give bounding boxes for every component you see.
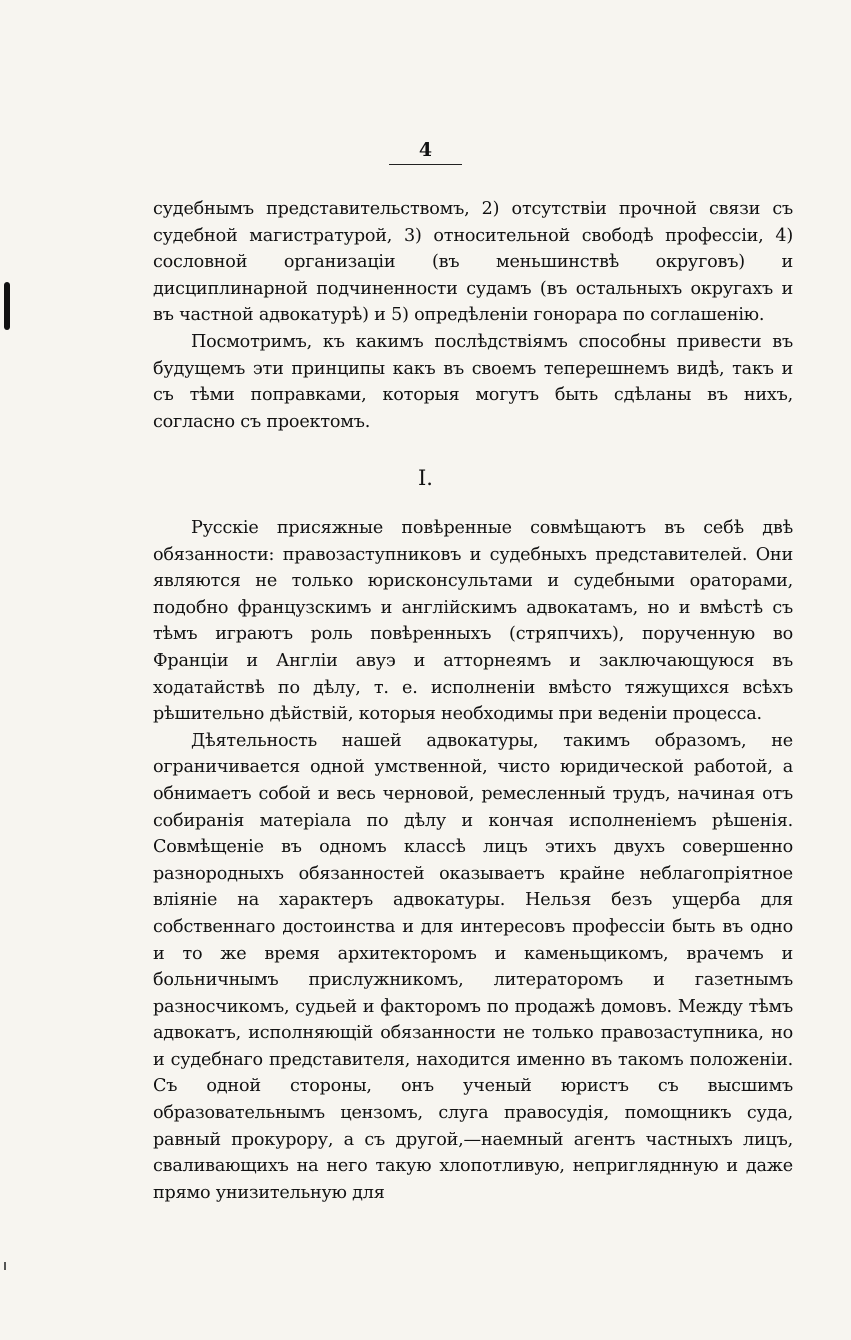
paragraph: Посмотримъ, къ какимъ послѣдствіямъ способны привести въ будущемъ эти принципы какъ въ своемъ теперешнемъ видѣ, такъ и съ тѣми поправками, которыя могутъ быть сдѣланы въ нихъ, согласно съ проектомъ. (153, 331, 793, 432)
page-header (0, 138, 851, 165)
section-body (153, 515, 793, 1206)
paragraph-continued: судебнымъ представительствомъ, 2) отсутствіи прочной связи съ судебной магистратурой, 3) относительной свободѣ профессіи, 4) сословной организаціи (въ меньшинствѣ округовъ) и дисциплинарной подчиненности судамъ (въ остальныхъ округахъ и въ частной адвокатурѣ) и 5) опредѣленіи гонорара по соглашенію. (153, 199, 793, 326)
section-heading: I. (418, 466, 433, 490)
paragraph: Дѣятельность нашей адвокатуры, такимъ образомъ, не ограничивается одной умственной, чисто юридической работой, а обнимаетъ собой и весь черновой, ремесленный трудъ, начиная отъ собиранія матеріала по дѣлу и кончая исполненіемъ рѣшенія. Совмѣщеніе въ одномъ классѣ лицъ этихъ двухъ совершенно разнородныхъ обязанностей оказываетъ крайне неблагопріятное вліяніе на характеръ адвокатуры. Нельзя безъ ущерба для собственнаго достоинства и для интересовъ профессіи быть въ одно и то же время архитекторомъ и каменьщикомъ, врачемъ и больничнымъ прислужникомъ, литераторомъ и газетнымъ разносчикомъ, судьей и факторомъ по продажѣ домовъ. Между тѣмъ адвокатъ, исполняющій обязанности не только правозаступника, но и судебнаго представителя, находится именно въ такомъ положеніи. Съ одной стороны, онъ ученый юристъ съ высшимъ образовательнымъ цензомъ, слуга правосудія, помощникъ суда, равный прокурору, а съ другой,—наемный агентъ частныхъ лицъ, сваливающихъ на него такую хлопотливую, непригляднную и даже прямо унизительную для (153, 730, 793, 1203)
scan-speck (4, 1262, 6, 1270)
margin-binding-mark (4, 282, 10, 330)
paragraph: Русскіе присяжные повѣренные совмѣщаютъ въ себѣ двѣ обязанности: правозаступниковъ и судебныхъ представителей. Они являются не только юрисконсультами и судебными ораторами, подобно французскимъ и англійскимъ адвокатамъ, но и вмѣстѣ съ тѣмъ играютъ роль повѣренныхъ (стряпчихъ), порученную во Франціи и Англіи авуэ и атторнеямъ и заключающуюся въ ходатайствѣ по дѣлу, т. е. исполненіи вмѣсто тяжущихся всѣхъ рѣшительно дѣйствій, которыя необходимы при веденіи процесса. (153, 518, 793, 725)
page-number: 4 (389, 138, 462, 165)
continued-text (153, 196, 793, 435)
